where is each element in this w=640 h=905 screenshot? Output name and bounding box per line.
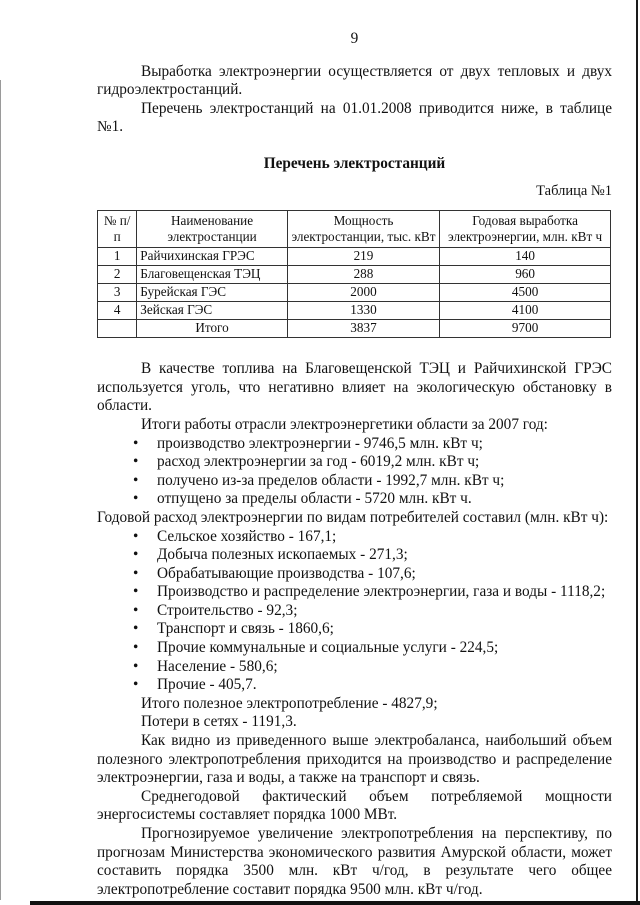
scan-edge-left [0,80,1,900]
row-generation: 960 [440,266,611,284]
table-row [98,248,611,266]
list-item-text: Строительство - 92,3; [157,601,298,619]
list-item [97,490,612,509]
bullet-icon: • [133,601,139,619]
row-capacity: 1330 [287,302,439,320]
row-num: 2 [98,266,137,284]
table-row [98,302,611,320]
bullet-icon: • [133,564,139,582]
list-item [97,639,612,658]
conclusion-paragraph-2: Среднегодовой фактический объем потребляемой мощности энергосистемы составляет порядка 1000 МВт. [97,787,612,824]
list-item-text: Производство и распределение электроэнергии, газа и воды - 1118,2; [157,583,606,601]
row-generation: 140 [440,248,611,266]
list-item [97,620,612,639]
bullet-icon: • [133,453,139,471]
total-label: Итого [137,320,287,338]
list-item-text: Прочие коммунальные и социальные услуги - 224,5; [157,639,499,657]
row-capacity: 219 [287,248,439,266]
network-losses: Потери в сетях - 1191,3. [141,713,297,731]
intro-paragraph-2: Перечень электростанций на 01.01.2008 приводится ниже, в таблице №1. [97,99,612,136]
row-name: Зейская ГЭС [137,302,287,320]
row-capacity: 288 [287,266,439,284]
fuel-paragraph: В качестве топлива на Благовещенской ТЭЦ и Райчихинской ГРЭС используется уголь, что негативно влияет на экологическую обстановку в области. [97,360,612,415]
table-total-row [98,320,611,338]
page-number: 9 [350,30,359,47]
consumption-total: Итого полезное электропотребление - 4827,9; [141,694,438,712]
list-item-text: Транспорт и связь - 1860,6; [157,620,334,638]
section-title: Перечень электростанций [263,154,446,172]
list-item-text: Сельское хозяйство - 167,1; [157,527,337,545]
list-item [97,546,612,565]
list-item [97,676,612,695]
list-item [97,565,612,584]
bullet-icon: • [133,583,139,601]
scan-edge-right [636,0,638,905]
list-item-text: Обрабатывающие производства - 107,6; [157,564,416,582]
list-item-text: Прочие - 405,7. [157,676,257,694]
row-num: 1 [98,248,137,266]
row-capacity: 2000 [287,284,439,302]
consumption-list [97,528,612,695]
page-content [97,30,612,899]
list-item [97,602,612,621]
total-num-empty [98,320,137,338]
list-item [97,583,612,602]
list-item-text: Население - 580,6; [157,657,278,675]
conclusion-paragraph-1: Как видно из приведенного выше электробаланса, наибольший объем полезного электропотребления приходится на производство и распределение электроэнергии, газа и воды, а также на транспорт и связь. [97,732,612,787]
total-capacity: 3837 [287,320,439,338]
power-stations-table [97,210,611,338]
list-item-text: расход электроэнергии за год - 6019,2 млн. кВт ч; [157,453,480,471]
bullet-icon: • [133,620,139,638]
list-item-text: отпущено за пределы области - 5720 млн. кВт ч. [157,490,472,508]
list-item-text: производство электроэнергии - 9746,5 млн. кВт ч; [157,434,483,452]
conclusion-paragraph-3: Прогнозируемое увеличение электропотребления на перспективу, по прогнозам Министерства экономического развития Амурской области, может составить порядка 3500 млн. кВт ч/год, в результате чего общее электропотребление составит порядка 9500 млн. кВт ч/год. [97,825,612,898]
bullet-icon: • [133,546,139,564]
row-name: Райчихинская ГРЭС [137,248,287,266]
total-generation: 9700 [440,320,611,338]
list-item [97,528,612,547]
intro-paragraph-1: Выработка электроэнергии осуществляется от двух тепловых и двух гидроэлектростанций. [97,62,612,99]
row-name: Благовещенская ТЭЦ [137,266,287,284]
row-generation: 4100 [440,302,611,320]
bullet-icon: • [133,527,139,545]
results-intro: Итоги работы отрасли электроэнергетики области за 2007 год: [141,415,548,433]
list-item [97,472,612,491]
bullet-icon: • [133,490,139,508]
bullet-icon: • [133,639,139,657]
scan-edge-bottom [30,901,640,905]
list-item-text: получено из-за пределов области - 1992,7 млн. кВт ч; [157,471,505,489]
table-row [98,284,611,302]
list-item-text: Добыча полезных ископаемых - 271,3; [157,546,408,564]
header-name: Наименование электростанции [137,211,287,248]
header-capacity: Мощность электростанции, тыс. кВт [287,211,439,248]
row-name: Бурейская ГЭС [137,284,287,302]
consumption-intro: Годовой расход электроэнергии по видам потребителей составил (млн. кВт ч): [97,508,609,526]
header-num: № п/п [98,211,137,248]
header-generation: Годовая выработка электроэнергии, млн. кВт ч [440,211,611,248]
list-item [97,453,612,472]
bullet-icon: • [133,471,139,489]
table-row [98,266,611,284]
row-num: 4 [98,302,137,320]
bullet-icon: • [133,434,139,452]
bullet-icon: • [133,657,139,675]
list-item [97,658,612,677]
table-header-row [98,211,611,248]
results-list [97,435,612,509]
row-generation: 4500 [440,284,611,302]
list-item [97,435,612,454]
table-caption: Таблица №1 [536,182,612,199]
row-num: 3 [98,284,137,302]
bullet-icon: • [133,676,139,694]
